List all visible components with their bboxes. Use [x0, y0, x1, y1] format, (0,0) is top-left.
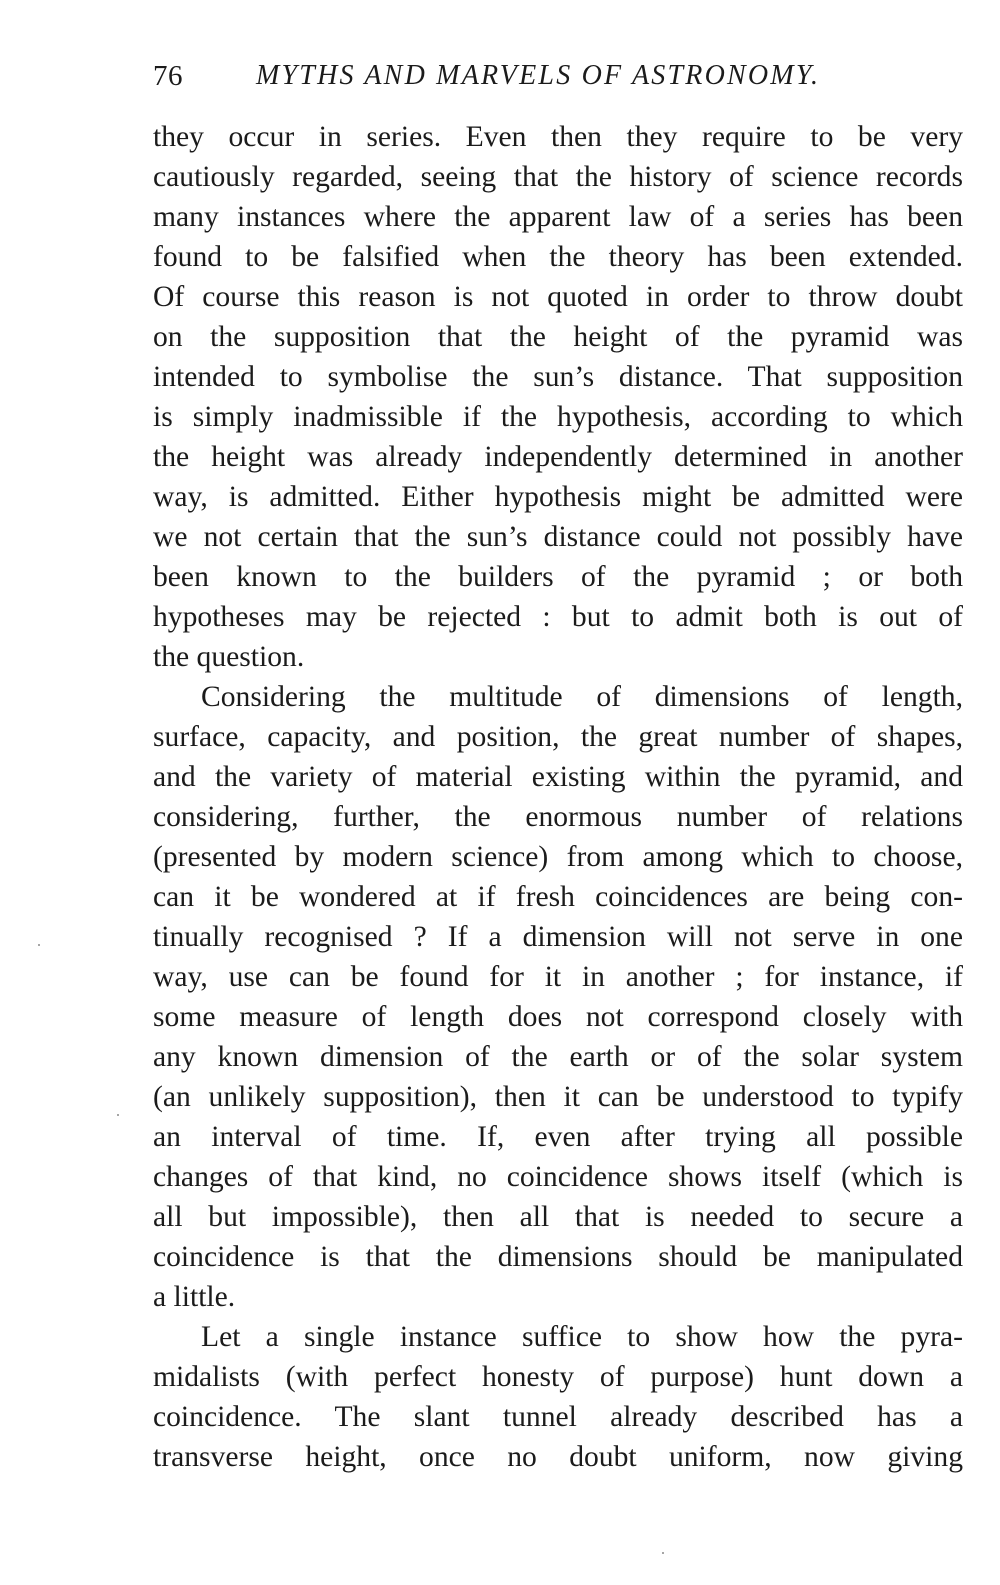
text-line: transverse height, once no doubt uniform, now giving: [153, 1441, 963, 1473]
margin-speck: [117, 1114, 119, 1116]
text-line: surface, capacity, and position, the great number of shapes,: [153, 721, 963, 753]
text-line: many instances where the apparent law of a series has been: [153, 201, 963, 233]
page-number: 76: [153, 60, 183, 92]
text-line: all but impossible), then all that is needed to secure a: [153, 1201, 963, 1233]
body-text: [153, 117, 963, 1477]
text-line: is simply inadmissible if the hypothesis, according to which: [153, 401, 963, 433]
text-line: Let a single instance suffice to show how the pyra-: [201, 1321, 963, 1353]
paragraph-2: [153, 677, 963, 1317]
text-line: midalists (with perfect honesty of purpose) hunt down a: [153, 1361, 963, 1393]
text-line: any known dimension of the earth or of the solar system: [153, 1041, 963, 1073]
text-line: a little.: [153, 1281, 236, 1313]
text-line: intended to symbolise the sun’s distance. That supposition: [153, 361, 963, 393]
text-line: the question.: [153, 641, 305, 673]
text-line: tinually recognised ? If a dimension will not serve in one: [153, 921, 963, 953]
text-line: coincidence is that the dimensions should be manipulated: [153, 1241, 963, 1273]
text-line: on the supposition that the height of the pyramid was: [153, 321, 963, 353]
text-line: changes of that kind, no coincidence shows itself (which is: [153, 1161, 963, 1193]
text-line: the height was already independently determined in another: [153, 441, 963, 473]
paragraph-3: [153, 1317, 963, 1477]
text-line: Considering the multitude of dimensions of length,: [201, 681, 963, 713]
text-line: they occur in series. Even then they require to be very: [153, 121, 963, 153]
text-line: considering, further, the enormous number of relations: [153, 801, 963, 833]
paragraph-1: [153, 117, 963, 677]
margin-speck: [662, 1552, 664, 1554]
text-line: been known to the builders of the pyramid ; or both: [153, 561, 963, 593]
text-line: and the variety of material existing within the pyramid, and: [153, 761, 963, 793]
text-line: cautiously regarded, seeing that the history of science records: [153, 161, 963, 193]
text-line: hypotheses may be rejected : but to admit both is out of: [153, 601, 963, 633]
text-line: Of course this reason is not quoted in order to throw doubt: [153, 281, 963, 313]
text-line: an interval of time. If, even after trying all possible: [153, 1121, 963, 1153]
running-title: MYTHS AND MARVELS OF ASTRONOMY.: [256, 60, 821, 91]
text-line: (presented by modern science) from among which to choose,: [153, 841, 963, 873]
text-line: can it be wondered at if fresh coincidences are being con-: [153, 881, 963, 913]
text-line: found to be falsified when the theory has been extended.: [153, 241, 963, 273]
text-line: way, use can be found for it in another ; for instance, if: [153, 961, 963, 993]
text-line: coincidence. The slant tunnel already described has a: [153, 1401, 963, 1433]
text-line: way, is admitted. Either hypothesis might be admitted were: [153, 481, 963, 513]
text-line: we not certain that the sun’s distance could not possibly have: [153, 521, 963, 553]
text-line: some measure of length does not correspond closely with: [153, 1001, 963, 1033]
margin-speck: [38, 944, 40, 946]
text-line: (an unlikely supposition), then it can be understood to typify: [153, 1081, 963, 1113]
running-head: [153, 56, 963, 96]
